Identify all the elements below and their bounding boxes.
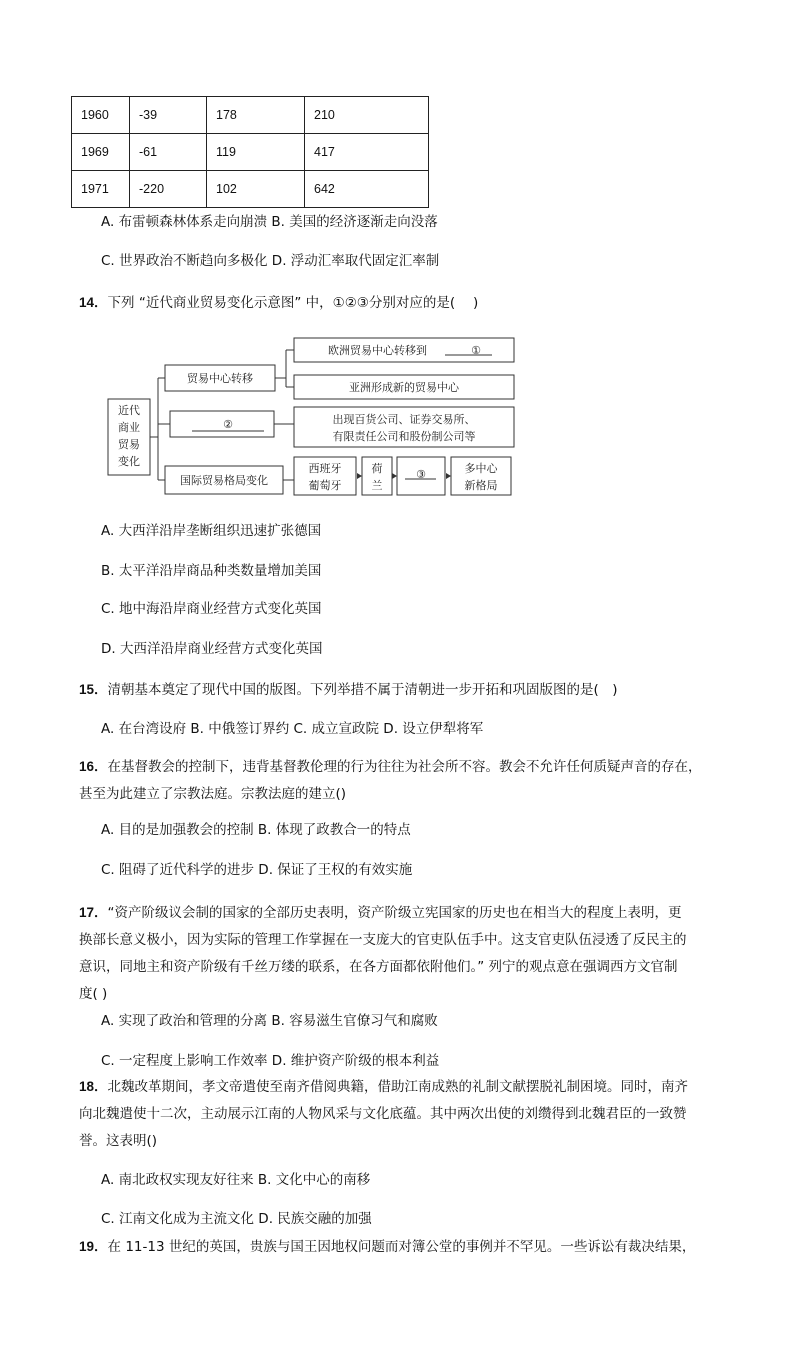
q14-option-d: D. 大西洋沿岸商业经营方式变化英国 [101,641,323,657]
diagram-branch2-box [170,411,274,437]
q18-option-cd: C. 江南文化成为主流文化 D. 民族交融的加强 [101,1211,372,1227]
question-stem: 换部长意义极小，因为实际的管理工作掌握在一支庞大的官吏队伍手中。这支官吏队伍浸透了反民主的 [79,932,687,948]
question-19 [79,1234,695,1260]
question-stem: “资产阶级议会制的国家的全部历史表明，资产阶级立宪国家的历史也在相当大的程度上表明，更 [107,905,682,921]
diagram-root-text: 贸易 [118,438,140,451]
q14-option-a: A. 大西洋沿岸垄断组织迅速扩张德国 [101,523,322,539]
table-cell: 417 [305,134,429,171]
diagram-leaf3-text: 有限责任公司和股份制公司等 [332,430,476,443]
diagram-branch3-text: 国际贸易格局变化 [180,474,268,487]
diagram-chain1-text: 西班牙 [308,462,342,475]
question-stem: 度( ) [79,986,108,1002]
diagram-marker-1: ① [471,344,481,357]
table-row [72,171,429,208]
question-18 [79,1073,688,1155]
q15-options: A. 在台湾设府 B. 中俄签订界约 C. 成立宣政院 D. 设立伊犁将军 [101,721,484,737]
diagram-branch1-text: 贸易中心转移 [187,372,253,385]
table-cell: 1960 [72,97,130,134]
question-stem: 向北魏遣使十二次，主动展示江南的人物风采与文化底蕴。其中两次出使的刘缵得到北魏君臣的一致赞 [79,1106,687,1122]
question-stem: 甚至为此建立了宗教法庭。宗教法庭的建立() [79,786,347,802]
question-14 [79,290,478,316]
question-15 [79,677,618,703]
q13-option-cd: C. 世界政治不断趋向多极化 D. 浮动汇率取代固定汇率制 [101,253,440,269]
q16-option-cd: C. 阻碍了近代科学的进步 D. 保证了王权的有效实施 [101,862,413,878]
q14-option-c: C. 地中海沿岸商业经营方式变化英国 [101,601,322,617]
table-cell: 1969 [72,134,130,171]
diagram-chain2-text: 兰 [371,479,383,492]
question-stem: 誉。这表明() [79,1133,158,1149]
table-row [72,134,429,171]
question-stem: 在基督教会的控制下，违背基督教伦理的行为往往为社会所不容。教会不允许任何质疑声音的存在， [107,759,702,775]
question-stem: 北魏改革期间，孝文帝遣使至南齐借阅典籍，借助江南成熟的礼制文献摆脱礼制困境。同时，南齐 [107,1079,689,1095]
diagram-leaf2-text: 亚洲形成新的贸易中心 [349,381,459,394]
question-stem: 清朝基本奠定了现代中国的版图。下列举措不属于清朝进一步开拓和巩固版图的是( ) [107,682,618,698]
question-number: 17． [79,905,108,920]
q17-option-ab: A. 实现了政治和管理的分离 B. 容易滋生官僚习气和腐败 [101,1013,438,1029]
table-cell: 102 [207,171,305,208]
diagram-root-text: 商业 [118,421,140,434]
trade-change-diagram [100,330,520,500]
diagram-leaf3-text: 出现百货公司、证券交易所、 [332,413,476,426]
diagram-chain4-text: 多中心 [464,462,498,475]
table-cell: -39 [130,97,207,134]
question-number: 19． [79,1239,108,1254]
diagram-root-text: 变化 [118,455,140,468]
diagram-marker-2: ② [223,418,233,431]
q14-option-b: B. 太平洋沿岸商品种类数量增加美国 [101,563,322,579]
diagram-chain2-text: 荷 [371,462,383,475]
q16-option-ab: A. 目的是加强教会的控制 B. 体现了政教合一的特点 [101,822,411,838]
question-number: 14． [79,295,108,310]
diagram-chain4-text: 新格局 [464,479,498,492]
q13-option-ab: A. 布雷顿森林体系走向崩溃 B. 美国的经济逐渐走向没落 [101,214,438,230]
table-cell: 642 [305,171,429,208]
diagram-marker-3: ③ [416,468,426,481]
question-17 [79,899,687,1008]
table-cell: 1971 [72,171,130,208]
q18-option-ab: A. 南北政权实现友好往来 B. 文化中心的南移 [101,1172,371,1188]
table-row [72,97,429,134]
diagram-leaf1-text: 欧洲贸易中心转移到 [328,344,427,357]
diagram-chain1-text: 葡萄牙 [308,479,342,492]
table-cell: -61 [130,134,207,171]
question-16 [79,753,702,808]
table-cell: 119 [207,134,305,171]
question-number: 15． [79,682,108,697]
question-stem: 意识，同地主和资产阶级有千丝万缕的联系，在各方面都依附他们。” 列宁的观点意在强调西方文官制 [79,959,678,975]
q17-option-cd: C. 一定程度上影响工作效率 D. 维护资产阶级的根本利益 [101,1053,440,1069]
table-cell: 210 [305,97,429,134]
table-cell: 178 [207,97,305,134]
question-number: 18． [79,1079,108,1094]
question-stem: 下列 “近代商业贸易变化示意图” 中，①②③分别对应的是( ) [107,295,479,311]
table-cell: -220 [130,171,207,208]
data-table [71,96,429,208]
question-stem: 在 11-13 世纪的英国，贵族与国王因地权问题而对簿公堂的事例并不罕见。一些诉讼有裁决结果， [107,1239,696,1255]
question-number: 16． [79,759,108,774]
diagram-root-text: 近代 [118,404,140,417]
